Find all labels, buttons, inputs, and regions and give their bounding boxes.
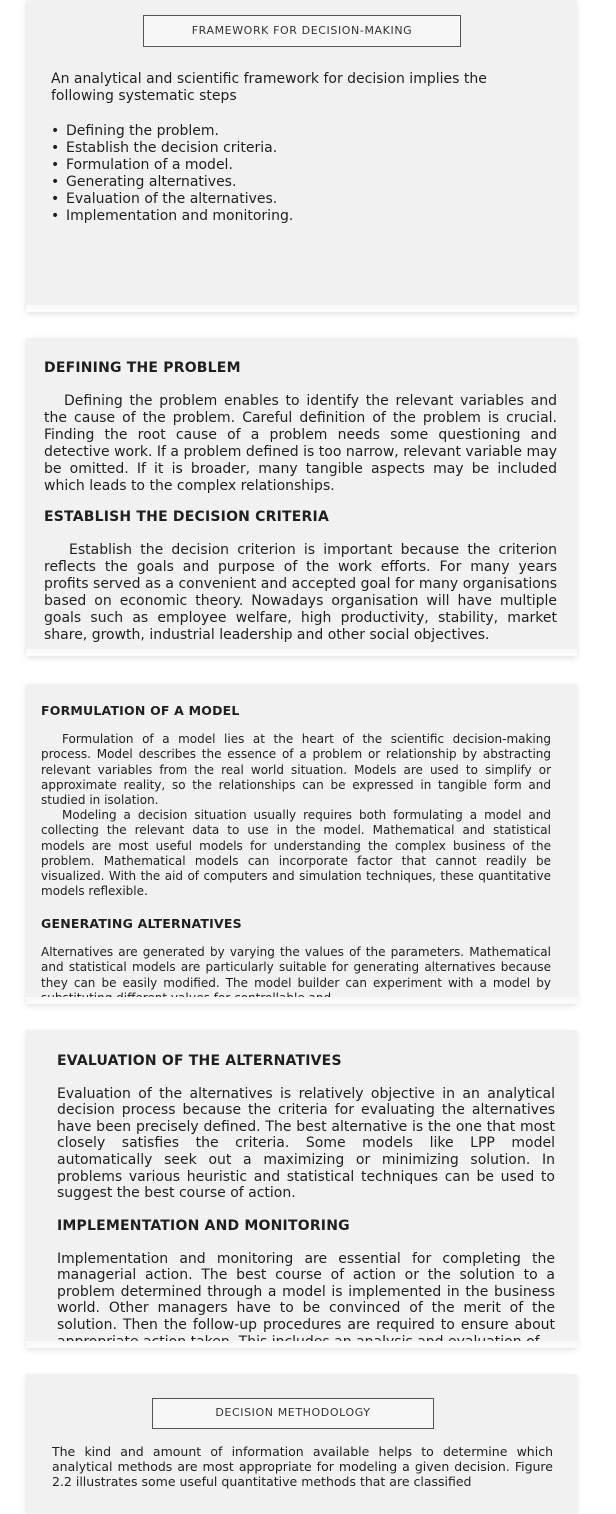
section-formulation-model	[41, 703, 551, 899]
page-model-alternatives	[26, 684, 577, 1004]
page-edge	[26, 1341, 577, 1348]
page-decision-methodology	[26, 1374, 577, 1514]
steps-list	[51, 123, 293, 225]
section-heading: IMPLEMENTATION AND MONITORING	[57, 1218, 350, 1234]
methodology-title-box: DECISION METHODOLOGY	[152, 1398, 434, 1429]
page-edge	[26, 997, 577, 1004]
section-evaluation	[57, 1053, 555, 1202]
framework-intro: An analytical and scientific framework for decision implies the following systematic steps	[51, 71, 487, 104]
section-generating-alternatives	[41, 916, 551, 1004]
list-item: • Implementation and monitoring.	[51, 208, 293, 225]
list-item: • Evaluation of the alternatives.	[51, 191, 293, 208]
section-implementation	[57, 1218, 555, 1348]
section-body-2: Modeling a decision situation usually requires both formulating a model and collecting the relevant data to use in the model. Mathematical and statistical models are most useful models for understanding the complex business of the problem. Mathematical models can incorporate factor that cannot readily be visualized. With the aid of computers and simulation techniques, these quantitative models reflexible.	[41, 808, 551, 899]
section-heading: EVALUATION OF THE ALTERNATIVES	[57, 1053, 342, 1069]
section-body: The kind and amount of information available helps to determine which analytical methods are most appropriate for modeling a given decision. Figure 2.2 illustrates some useful quantitative methods that are classified	[52, 1444, 553, 1489]
list-item: • Defining the problem.	[51, 123, 293, 140]
page-problem-criteria	[26, 338, 577, 656]
page-edge	[26, 305, 577, 312]
list-item: • Formulation of a model.	[51, 157, 293, 174]
section-body: Formulation of a model lies at the heart of the scientific decision-making process. Model describes the essence of a problem or relationship by abstracting relevant variables from the real world situation. Models are used to simplify or approximate reality, so the relationships can be expressed in tangible form and studied in isolation.	[41, 732, 551, 808]
section-heading: FORMULATION OF A MODEL	[41, 703, 240, 718]
section-defining-problem	[44, 360, 557, 495]
section-body: Implementation and monitoring are essential for completing the managerial action. The best course of action or the solution to a problem determined through a model is implemented in the business world. Other managers have to be convinced of the merit of the solution. Then the follow-up procedures are required to ensure about	[57, 1250, 555, 1333]
section-body: Establish the decision criterion is important because the criterion reflects the goals and purpose of the work efforts. For many years profits served as a convenient and accepted goal for many organisations based on economic theory. Nowadays organisation will have multiple goals such as employee welfare, high productivity, stability, market share, growth, industrial leadership and other social objectives.	[44, 542, 557, 643]
section-heading: ESTABLISH THE DECISION CRITERIA	[44, 509, 329, 525]
list-item: • Generating alternatives.	[51, 174, 293, 191]
section-body: Alternatives are generated by varying the values of the parameters. Mathematical and statistical models are particularly suitable for generating alternatives because they can be easily modified. The model builder can experiment with a model by	[41, 945, 551, 990]
page-edge	[26, 649, 577, 656]
page-evaluation-implementation	[26, 1030, 577, 1348]
section-heading: DEFINING THE PROBLEM	[44, 360, 241, 376]
list-item: • Establish the decision criteria.	[51, 140, 293, 157]
section-body: Defining the problem enables to identify the relevant variables and the cause of the problem. Careful definition of the problem is crucial. Finding the root cause of a problem needs some questioning and detective work. If a problem defined is too narrow, relevant variable may be omitted. If it is broader, many tangible aspects may be included which leads to the complex relationships.	[44, 393, 557, 494]
section-body: Evaluation of the alternatives is relatively objective in an analytical decision process because the criteria for evaluating the alternatives have been precisely defined. The best alternative is the one that most closely satisfies the criteria. Some models like LPP model automatically seek out a maximizing or minimizing solution. In problems various heuristic and statistical techniques can be used to suggest the best course of action.	[57, 1085, 555, 1202]
section-decision-criteria	[44, 509, 557, 644]
framework-title-box: FRAMEWORK FOR DECISION-MAKING	[143, 15, 461, 47]
section-methodology	[52, 1444, 553, 1489]
page-framework	[26, 0, 577, 312]
section-heading: GENERATING ALTERNATIVES	[41, 916, 242, 931]
